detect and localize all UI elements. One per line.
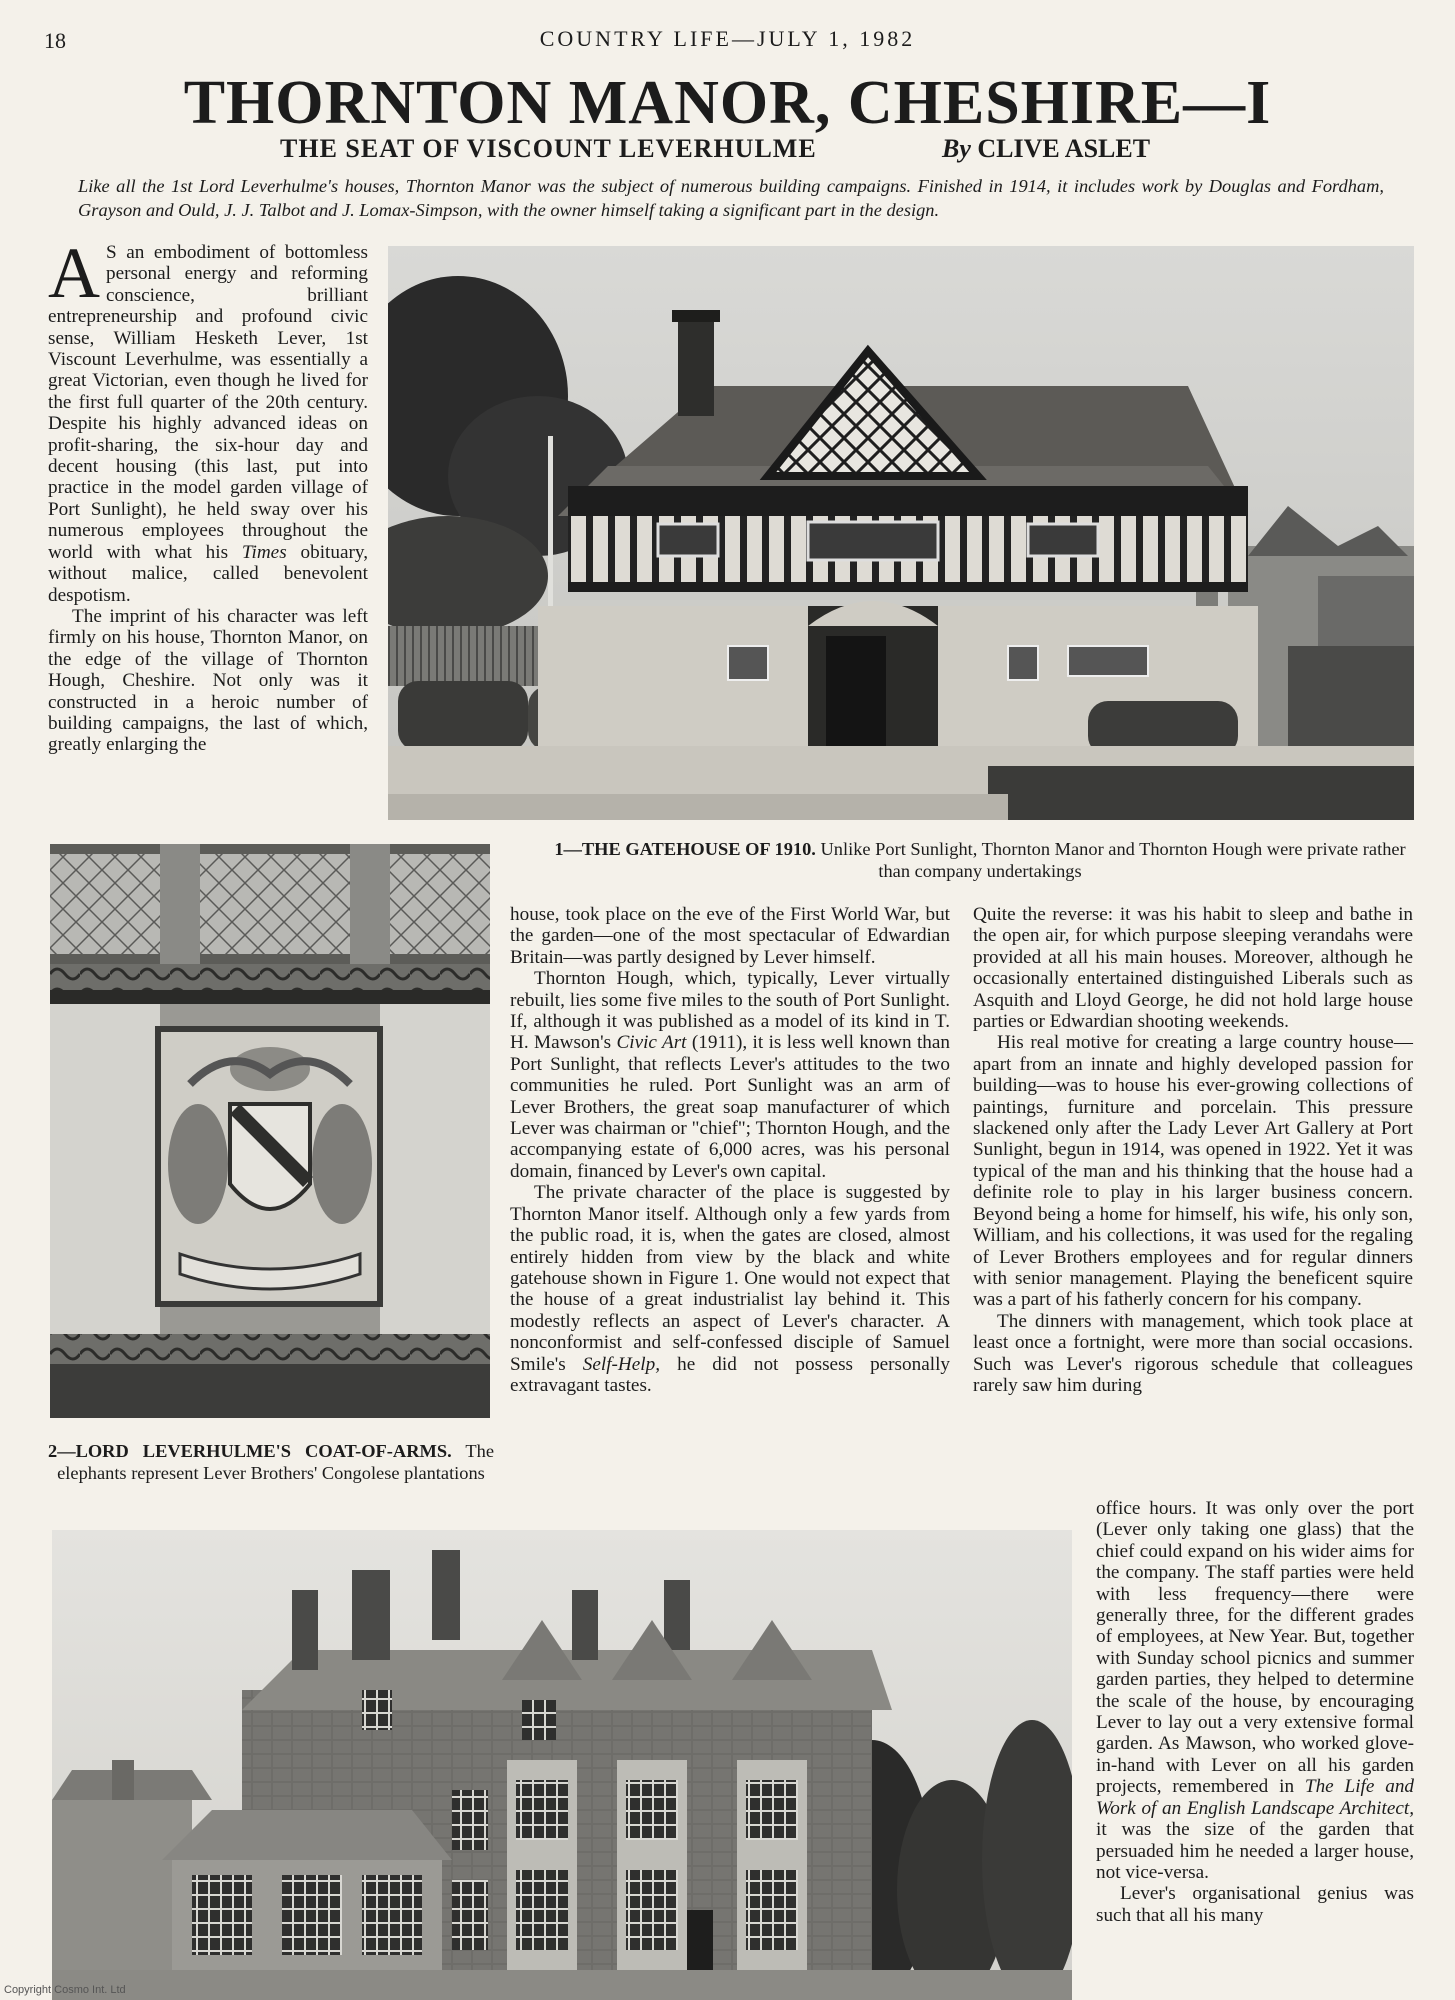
column-3 bbox=[973, 904, 1413, 1396]
article-title: THORNTON MANOR, CHESHIRE—I bbox=[183, 69, 1272, 137]
running-head: COUNTRY LIFE—JULY 1, 1982 bbox=[539, 26, 916, 51]
paragraph: A S an embodiment of bottomless personal energy and reforming conscience, brilliant entrepreneurship and profound civic sense, William Hesketh Lever, 1st Viscount Leverhulme, was essentially a great Victorian, even though he lived for the first full quarter of the 20th century. Despite his highly advanced ideas on profit-sharing, the six-hour day and decent housing (this last, put into practice in the model garden village of Port Sunlight), he held sway over his numerous employees throughout the world with what his Times obituary, without malice, called benevolent despotism. bbox=[48, 233, 368, 606]
paragraph: office hours. It was only over the port (Lever only taking one glass) that the chief could expand on his wider aims for the company. The staff parties were held with less frequency—there were generally three, for the different grades of employees, at New Year. But, together with Sunday school picnics and summer garden parties, they helped to determine the scale of the house, by encouraging Lever to lay out a very extensive formal garden. As Mawson, who worked glove-in-hand with Lever on all his garden projects, remembered in The Life and Work of an English Landscape Architect, it was the size of the garden that persuaded him he needed a larger house, not vice-versa. bbox=[1096, 1498, 1415, 1883]
paragraph: Thornton Hough, which, typically, Lever virtually rebuilt, lies some five miles to the south of Port Sunlight. If, although it was published as a model of its kind in T. H. Mawson's Civic Art (1911), it is less well known than Port Sunlight, that reflects Lever's attitudes to the two communities he ruled. Port Sunlight was an arm of Lever Brothers, the great soap manufacturer of which Lever was chairman or "chief"; Thornton Hough, and the accompanying estate of 6,000 acres, was his personal domain, financed by Lever's own capital. bbox=[510, 968, 951, 1182]
coat-of-arms-photo bbox=[50, 844, 490, 1418]
column-2 bbox=[510, 904, 950, 1396]
byline-author: CLIVE ASLET bbox=[977, 134, 1151, 163]
byline-prefix: By bbox=[942, 134, 971, 163]
article-subtitle: THE SEAT OF VISCOUNT LEVERHULME bbox=[280, 134, 817, 163]
standfirst: Like all the 1st Lord Leverhulme's houses, Thornton Manor was the subject of numerous building campaigns. Finished in 1914, it includes work by Douglas and Fordham, Grayson and Ould, J. J. Talbot and J. Lomax-Simpson, with the owner himself taking a significant part in the design. bbox=[78, 176, 1384, 220]
paragraph: Lever's organisational genius was such that all his many bbox=[1096, 1883, 1414, 1926]
paragraph: The imprint of his character was left firmly on his house, Thornton Manor, on the edge of the village of Thornton Hough, Cheshire. Not only was it constructed in a heroic number of building campaigns, the last of which, greatly enlarging the bbox=[48, 605, 368, 756]
gatehouse-photo bbox=[388, 246, 1414, 820]
page-number: 18 bbox=[44, 28, 66, 53]
paragraph: Quite the reverse: it was his habit to sleep and bathe in the open air, for which purpose sleeping verandahs were provided at all his main houses. Moreover, although he occasionally entertained distinguished Liberals such as Asquith and Lloyd George, he did not hold large house parties or Edwardian shooting weekends. bbox=[973, 904, 1413, 1033]
figure-2-label: 2—LORD LEVERHULME'S COAT-OF-ARMS. bbox=[48, 1441, 452, 1461]
manor-house-photo bbox=[52, 1530, 1072, 2000]
paragraph: The dinners with management, which took place at least once a fortnight, were more than social occasions. Such was Lever's rigorous schedule that colleagues rarely saw him during bbox=[973, 1310, 1413, 1396]
paragraph: house, took place on the eve of the First World War, but the garden—one of the most spectacular of Edwardian Britain—was partly designed by Lever himself. bbox=[510, 904, 950, 968]
drop-cap: A bbox=[48, 233, 100, 313]
figure-1-label: 1—THE GATEHOUSE OF 1910. bbox=[554, 839, 816, 859]
figure-1-caption: 1—THE GATEHOUSE OF 1910. Unlike Port Sunlight, Thornton Manor and Thornton Hough were private rather than company undertakings bbox=[554, 839, 1406, 881]
figure-2-caption: 2—LORD LEVERHULME'S COAT-OF-ARMS. The elephants represent Lever Brothers' Congolese plantations bbox=[48, 1441, 495, 1483]
paragraph: The private character of the place is suggested by Thornton Manor itself. Although only a few yards from the public road, it is, when the gates are closed, almost entirely hidden from view by the black and white gatehouse shown in Figure 1. One would not expect that the house of a great industrialist lay behind it. This modestly reflects an aspect of Lever's character. A nonconformist and self-confessed disciple of Samuel Smile's Self-Help, he did not possess personally extravagant tastes. bbox=[510, 1182, 950, 1396]
byline bbox=[942, 134, 1150, 164]
copyright-notice: Copyright Cosmo Int. Ltd bbox=[4, 1984, 126, 1996]
column-4 bbox=[1096, 1498, 1414, 1926]
paragraph: His real motive for creating a large country house—apart from an innate and highly developed passion for building—was to house his ever-growing collections of paintings, furniture and porcelain. This pressure slackened only after the Lady Lever Art Gallery at Port Sunlight, begun in 1914, was opened in 1922. Yet it was typical of the man and his thinking that the house had a definite role to play in his larger business concern. Beyond being a home for himself, his wife, his only son, William, and his collections, it was used for the regaling of Lever Brothers employees and for regular dinners with senior management. Playing the beneficent squire was a part of his fatherly concern for his company. bbox=[973, 1032, 1413, 1311]
column-1 bbox=[48, 233, 368, 756]
